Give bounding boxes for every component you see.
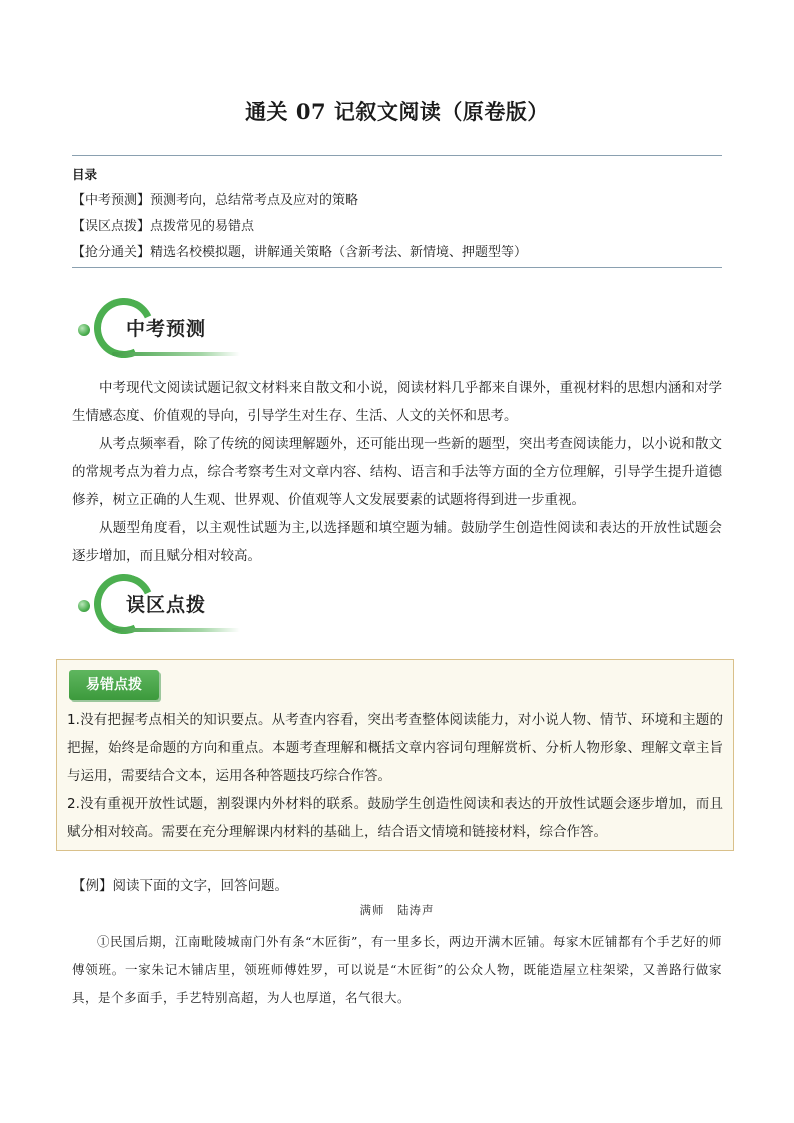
forecast-paragraph-3: 从题型角度看，以主观性试题为主,以选择题和填空题为辅。鼓励学生创造性阅读和表达的开放性试题会逐步增加，而且赋分相对较高。 xyxy=(72,520,722,564)
section-header-forecast xyxy=(72,296,272,366)
forecast-paragraph-1: 中考现代文阅读试题记叙文材料来自散文和小说，阅读材料几乎都来自课外，重视材料的思想内涵和对学生情感态度、价值观的导向，引导学生对生存、生活、人文的关怀和思考。 xyxy=(72,380,722,424)
error-tips-box xyxy=(56,659,734,851)
section-label-errors: 误区点拨 xyxy=(126,594,207,616)
toc-item-errors[interactable]: 【误区点拨】点拨常见的易错点 xyxy=(72,219,255,234)
section-header-errors xyxy=(72,572,272,642)
passage-byline: 满师 陆涛声 xyxy=(359,903,435,917)
table-of-contents xyxy=(72,164,722,266)
passage-paragraph-1: ①民国后期，江南毗陵城南门外有条“木匠街”，有一里多长，两边开满木匠铺。每家木匠铺都有个手艺好的师傅领班。一家朱记木铺店里，领班师傅姓罗，可以说是“木匠街”的公众人物，既能造屋立柱架梁，又善路行做家具，是个多面手，手艺特别高超，为人也厚道，名气很大。 xyxy=(72,934,722,1005)
header-underline xyxy=(112,628,240,632)
toc-item-practice[interactable]: 【抢分通关】精选名校模拟题，讲解通关策略（含新考法、新情境、押题型等） xyxy=(72,245,528,260)
error-point-2: 2.没有重视开放性试题，割裂课内外材料的联系。鼓励学生创造性阅读和表达的开放性试题会逐步增加，而且赋分相对较高。需要在充分理解课内材料的基础上，结合语文情境和链接材料，综合作答。 xyxy=(67,796,723,840)
toc-item-forecast[interactable]: 【中考预测】预测考向，总结常考点及应对的策略 xyxy=(72,193,359,208)
section-label-forecast: 中考预测 xyxy=(126,318,207,340)
page-title: 通关 07 记叙文阅读（原卷版） xyxy=(245,99,549,124)
error-point-1: 1.没有把握考点相关的知识要点。从考查内容看，突出考查整体阅读能力，对小说人物、情节、环境和主题的把握，始终是命题的方向和重点。本题考查理解和概括文章内容词句理解赏析、分析人物形象、理解文章主旨与运用，需要结合文本，运用各种答题技巧综合作答。 xyxy=(67,712,723,784)
header-underline xyxy=(112,352,240,356)
error-tips-badge: 易错点拨 xyxy=(69,670,159,700)
divider-top xyxy=(72,155,722,156)
divider-bottom xyxy=(72,267,722,268)
green-dot-icon xyxy=(78,600,90,612)
toc-heading: 目录 xyxy=(72,167,98,182)
error-tips-text xyxy=(67,706,723,846)
example-prompt: 【例】阅读下面的文字，回答问题。 xyxy=(72,878,288,894)
forecast-paragraph-2: 从考点频率看，除了传统的阅读理解题外，还可能出现一些新的题型，突出考查阅读能力，以小说和散文的常规考点为着力点，综合考察考生对文章内容、结构、语言和手法等方面的全方位理解，引导学生提升道德修养，树立正确的人生观、世界观、价值观等人文发展要素的试题将得到进一步重视。 xyxy=(72,436,722,508)
green-dot-icon xyxy=(78,324,90,336)
